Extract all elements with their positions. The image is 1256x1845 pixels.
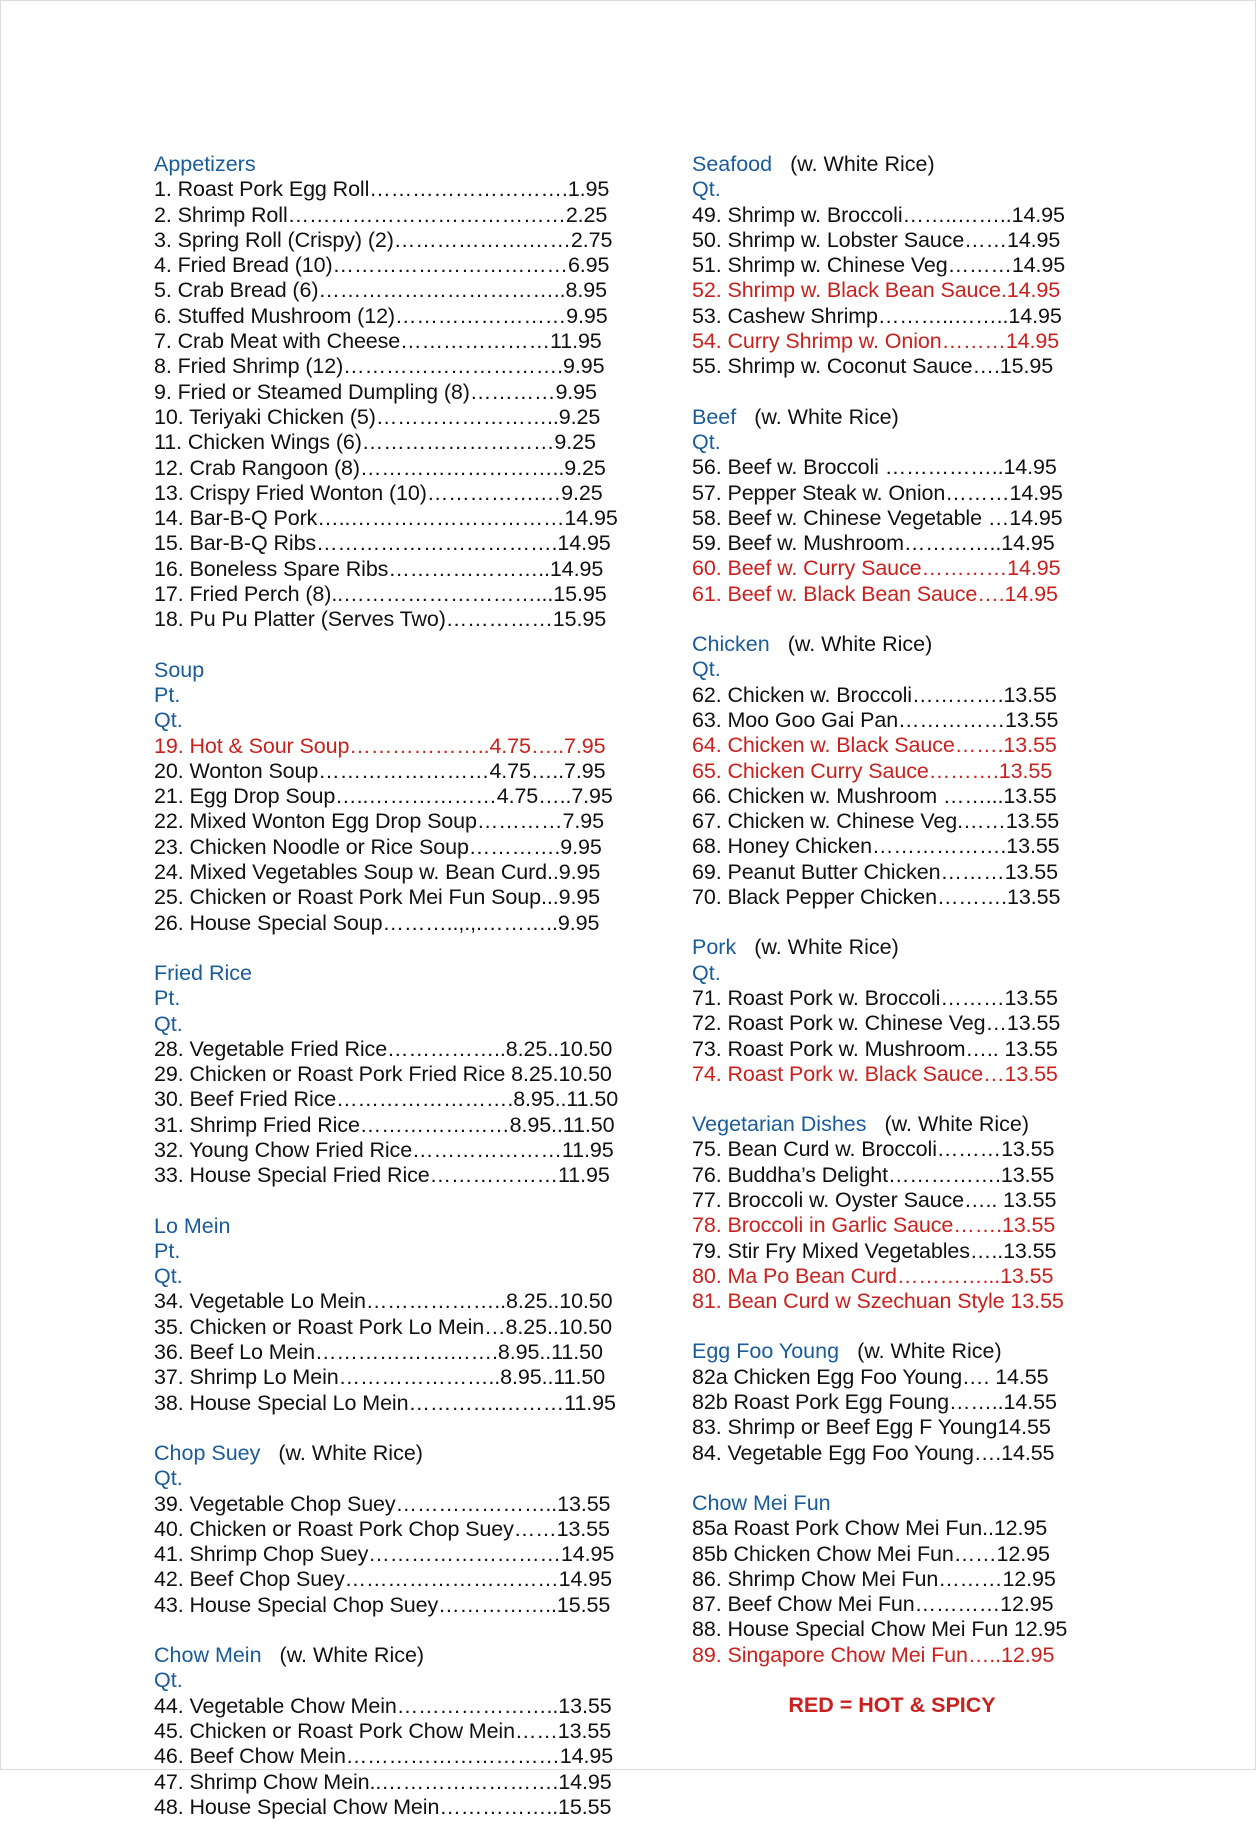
menu-item: 13. Crispy Fried Wonton (10)…………….…9.25	[154, 480, 603, 505]
section-title: Lo Mein	[154, 1213, 231, 1238]
size-header: Qt.	[692, 429, 721, 454]
section-header	[692, 632, 1112, 657]
menu-item: 66. Chicken w. Mushroom ……...13.55	[692, 783, 1057, 808]
menu-item: 77. Broccoli w. Oyster Sauce….. 13.55	[692, 1187, 1057, 1212]
section-beef	[692, 405, 1112, 607]
menu-item: 84. Vegetable Egg Foo Young….14.55	[692, 1440, 1055, 1465]
menu-item: 75. Bean Curd w. Broccoli………13.55	[692, 1137, 1055, 1162]
left-menu-column	[154, 152, 674, 1845]
section-chow-mei-fun	[692, 1491, 1112, 1668]
section-chow-mein	[154, 1643, 674, 1820]
menu-item: 29. Chicken or Roast Pork Fried Rice 8.25.10.50	[154, 1062, 612, 1087]
menu-item: 68. Honey Chicken……………….13.55	[692, 834, 1060, 859]
menu-item: 44. Vegetable Chow Mein…………………..13.55	[154, 1693, 612, 1718]
right-menu-column	[692, 152, 1112, 1718]
size-header: Pt.	[154, 986, 181, 1011]
menu-item: 1. Roast Pork Egg Roll……………………….1.95	[154, 177, 610, 202]
menu-item: 32. Young Chow Fried Rice…………………11.95	[154, 1137, 614, 1162]
menu-item: 14. Bar-B-Q Pork…..…………………………14.95	[154, 506, 618, 531]
menu-item: 48. House Special Chow Mein……………..15.55	[154, 1794, 612, 1819]
menu-item: 12. Crab Rangoon (8)………………………..9.25	[154, 455, 606, 480]
menu-item: 59. Beef w. Mushroom…………..14.95	[692, 531, 1055, 556]
menu-item: 24. Mixed Vegetables Soup w. Bean Curd..9.95	[154, 860, 601, 885]
menu-item: 17. Fried Perch (8)..………………………...15.95	[154, 582, 607, 607]
section-title: Egg Foo Young	[692, 1339, 840, 1364]
menu-item: 9. Fried or Steamed Dumpling (8)…………9.95	[154, 379, 597, 404]
menu-item-hot: 81. Bean Curd w Szechuan Style 13.55	[692, 1289, 1064, 1314]
section-title: Chow Mei Fun	[692, 1490, 831, 1515]
size-header: Pt.	[154, 1238, 181, 1263]
menu-item: 53. Cashew Shrimp………..……..14.95	[692, 303, 1062, 328]
menu-item: 56. Beef w. Broccoli ……………..14.95	[692, 455, 1057, 480]
menu-item: 38. House Special Lo Mein………….………11.95	[154, 1390, 616, 1415]
menu-item: 39. Vegetable Chop Suey…………………..13.55	[154, 1491, 611, 1516]
section-title: Chow Mein	[154, 1643, 262, 1668]
menu-item-hot: 61. Beef w. Black Bean Sauce….14.95	[692, 581, 1058, 606]
menu-item: 28. Vegetable Fried Rice……………..8.25..10.50	[154, 1036, 613, 1061]
menu-item-hot: 65. Chicken Curry Sauce……….13.55	[692, 758, 1053, 783]
size-header: Qt.	[154, 1264, 183, 1289]
size-header: Qt.	[154, 1466, 183, 1491]
menu-item: 83. Shrimp or Beef Egg F Young14.55	[692, 1415, 1051, 1440]
section-title: Beef	[692, 404, 737, 429]
menu-item-hot: 64. Chicken w. Black Sauce…….13.55	[692, 733, 1057, 758]
section-title: Vegetarian Dishes	[692, 1112, 867, 1137]
section-pork	[692, 935, 1112, 1087]
size-header: Qt.	[154, 1011, 183, 1036]
menu-item: 70. Black Pepper Chicken……….13.55	[692, 885, 1061, 910]
section-subtitle: (w. White Rice)	[754, 404, 899, 429]
menu-item: 3. Spring Roll (Crispy) (2)……………….……2.75	[154, 227, 613, 252]
menu-item: 8. Fried Shrimp (12)………………………….9.95	[154, 354, 605, 379]
menu-item: 21. Egg Drop Soup…..………………4.75…..7.95	[154, 784, 613, 809]
section-soup	[154, 658, 674, 936]
menu-item: 20. Wonton Soup……………………4.75…..7.95	[154, 758, 606, 783]
section-header	[692, 1491, 1112, 1516]
menu-item: 58. Beef w. Chinese Vegetable …14.95	[692, 505, 1063, 530]
menu-item: 7. Crab Meat with Cheese…………………11.95	[154, 329, 602, 354]
section-header	[692, 1339, 1112, 1364]
menu-item: 40. Chicken or Roast Pork Chop Suey……13.55	[154, 1516, 610, 1541]
menu-item: 26. House Special Soup………..,.,.………..9.95	[154, 910, 600, 935]
section-header	[692, 152, 1112, 177]
menu-item: 57. Pepper Steak w. Onion………14.95	[692, 480, 1063, 505]
section-subtitle: (w. White Rice)	[790, 152, 935, 176]
menu-item: 69. Peanut Butter Chicken………13.55	[692, 859, 1058, 884]
menu-item: 6. Stuffed Mushroom (12)……………………9.95	[154, 303, 608, 328]
menu-item: 50. Shrimp w. Lobster Sauce……14.95	[692, 227, 1061, 252]
menu-item: 25. Chicken or Roast Pork Mei Fun Soup...9.95	[154, 885, 601, 910]
menu-item: 82a Chicken Egg Foo Young…. 14.55	[692, 1364, 1049, 1389]
menu-item-hot: 80. Ma Po Bean Curd…………...13.55	[692, 1263, 1054, 1288]
menu-item: 36. Beef Lo Mein……………….…….8.95..11.50	[154, 1340, 603, 1365]
section-header	[692, 405, 1112, 430]
menu-item: 51. Shrimp w. Chinese Veg………14.95	[692, 253, 1066, 278]
menu-item: 34. Vegetable Lo Mein………………..8.25..10.50	[154, 1289, 613, 1314]
section-title: Soup	[154, 657, 205, 682]
section-header	[692, 1112, 1112, 1137]
menu-item: 37. Shrimp Lo Mein…………………..8.95..11.50	[154, 1365, 606, 1390]
size-header: Qt.	[692, 177, 721, 202]
menu-item: 63. Moo Goo Gai Pan……………13.55	[692, 707, 1059, 732]
menu-item: 41. Shrimp Chop Suey………………………14.95	[154, 1542, 615, 1567]
menu-item: 46. Beef Chow Mein…………………………14.95	[154, 1744, 614, 1769]
menu-item: 72. Roast Pork w. Chinese Veg…13.55	[692, 1011, 1061, 1036]
size-header: Qt.	[692, 960, 721, 985]
size-header: Qt.	[154, 1668, 183, 1693]
menu-item: 18. Pu Pu Platter (Serves Two)……………15.95	[154, 607, 607, 632]
menu-item: 43. House Special Chop Suey……………..15.55	[154, 1592, 611, 1617]
section-appetizers	[154, 152, 674, 633]
menu-item-hot: 54. Curry Shrimp w. Onion………14.95	[692, 329, 1060, 354]
menu-item-hot: 19. Hot & Sour Soup………………..4.75…..7.95	[154, 733, 606, 758]
section-subtitle: (w. White Rice)	[754, 935, 899, 960]
menu-item: 86. Shrimp Chow Mei Fun………12.95	[692, 1566, 1056, 1591]
menu-item: 88. House Special Chow Mei Fun 12.95	[692, 1617, 1068, 1642]
section-subtitle: (w. White Rice)	[857, 1339, 1002, 1364]
menu-item: 55. Shrimp w. Coconut Sauce….15.95	[692, 354, 1054, 379]
menu-item: 15. Bar-B-Q Ribs…………………………….14.95	[154, 531, 611, 556]
menu-item: 76. Buddha’s Delight…………….13.55	[692, 1162, 1055, 1187]
menu-item: 22. Mixed Wonton Egg Drop Soup…………7.95	[154, 809, 604, 834]
menu-item-hot: 78. Broccoli in Garlic Sauce…….13.55	[692, 1213, 1056, 1238]
section-lo-mein	[154, 1214, 674, 1416]
section-title: Chop Suey	[154, 1440, 261, 1465]
section-subtitle: (w. White Rice)	[279, 1643, 425, 1668]
section-title: Pork	[692, 935, 737, 960]
menu-item: 79. Stir Fry Mixed Vegetables…..13.55	[692, 1238, 1057, 1263]
menu-item: 85a Roast Pork Chow Mei Fun..12.95	[692, 1516, 1048, 1541]
menu-item: 49. Shrimp w. Broccoli……..……..14.95	[692, 202, 1065, 227]
section-subtitle: (w. White Rice)	[278, 1440, 423, 1465]
menu-item: 42. Beef Chop Suey…………………………14.95	[154, 1567, 612, 1592]
section-vegetarian-dishes	[692, 1112, 1112, 1314]
menu-item-hot: 52. Shrimp w. Black Bean Sauce.14.95	[692, 278, 1061, 303]
menu-item: 47. Shrimp Chow Mein..…………………….14.95	[154, 1769, 612, 1794]
section-chop-suey	[154, 1441, 674, 1618]
menu-item: 45. Chicken or Roast Pork Chow Mein……13.55	[154, 1718, 612, 1743]
section-title: Fried Rice	[154, 960, 252, 985]
menu-item: 87. Beef Chow Mei Fun…………12.95	[692, 1592, 1054, 1617]
menu-item: 62. Chicken w. Broccoli………….13.55	[692, 682, 1057, 707]
menu-item-hot: 89. Singapore Chow Mei Fun…..12.95	[692, 1642, 1055, 1667]
hot-spicy-legend: RED = HOT & SPICY	[788, 1693, 996, 1718]
section-header	[154, 961, 674, 986]
menu-item: 2. Shrimp Roll…………………………………2.25	[154, 202, 608, 227]
menu-item: 11. Chicken Wings (6)………………………9.25	[154, 430, 596, 455]
menu-item: 31. Shrimp Fried Rice…………………8.95..11.50	[154, 1112, 615, 1137]
section-subtitle: (w. White Rice)	[787, 632, 933, 657]
section-fried-rice	[154, 961, 674, 1189]
section-header	[154, 152, 674, 177]
size-header: Pt.	[154, 682, 181, 707]
menu-item: 71. Roast Pork w. Broccoli………13.55	[692, 985, 1058, 1010]
menu-item: 5. Crab Bread (6)……………………………..8.95	[154, 278, 607, 303]
menu-item: 67. Chicken w. Chinese Veg.……13.55	[692, 809, 1060, 834]
menu-item: 30. Beef Fried Rice…………………….8.95..11.50	[154, 1087, 619, 1112]
section-title: Chicken	[692, 632, 770, 657]
section-title: Seafood	[692, 152, 773, 176]
menu-item: 10. Teriyaki Chicken (5)……………………..9.25	[154, 404, 601, 429]
section-header	[692, 935, 1112, 960]
section-header	[154, 1643, 674, 1668]
menu-item: 33. House Special Fried Rice………………11.95	[154, 1163, 610, 1188]
section-seafood	[692, 152, 1112, 380]
size-header: Qt.	[154, 708, 183, 733]
section-header	[154, 658, 674, 683]
section-title: Appetizers	[154, 152, 256, 176]
section-chicken	[692, 632, 1112, 910]
menu-item: 4. Fried Bread (10)……………………………6.95	[154, 253, 610, 278]
menu-item: 73. Roast Pork w. Mushroom….. 13.55	[692, 1036, 1058, 1061]
menu-item: 85b Chicken Chow Mei Fun……12.95	[692, 1541, 1050, 1566]
menu-item: 35. Chicken or Roast Pork Lo Mein…8.25..10.50	[154, 1314, 613, 1339]
menu-item: 23. Chicken Noodle or Rice Soup………….9.95	[154, 834, 602, 859]
menu-item: 82b Roast Pork Egg Foung……..14.55	[692, 1390, 1057, 1415]
menu-item-hot: 60. Beef w. Curry Sauce…………14.95	[692, 556, 1061, 581]
section-header	[154, 1214, 674, 1239]
menu-item: 16. Boneless Spare Ribs…………………..14.95	[154, 556, 604, 581]
size-header: Qt.	[692, 657, 721, 682]
menu-item-hot: 74. Roast Pork w. Black Sauce…13.55	[692, 1061, 1058, 1086]
section-header	[154, 1441, 674, 1466]
section-subtitle: (w. White Rice)	[884, 1112, 1030, 1137]
section-egg-foo-young	[692, 1339, 1112, 1465]
